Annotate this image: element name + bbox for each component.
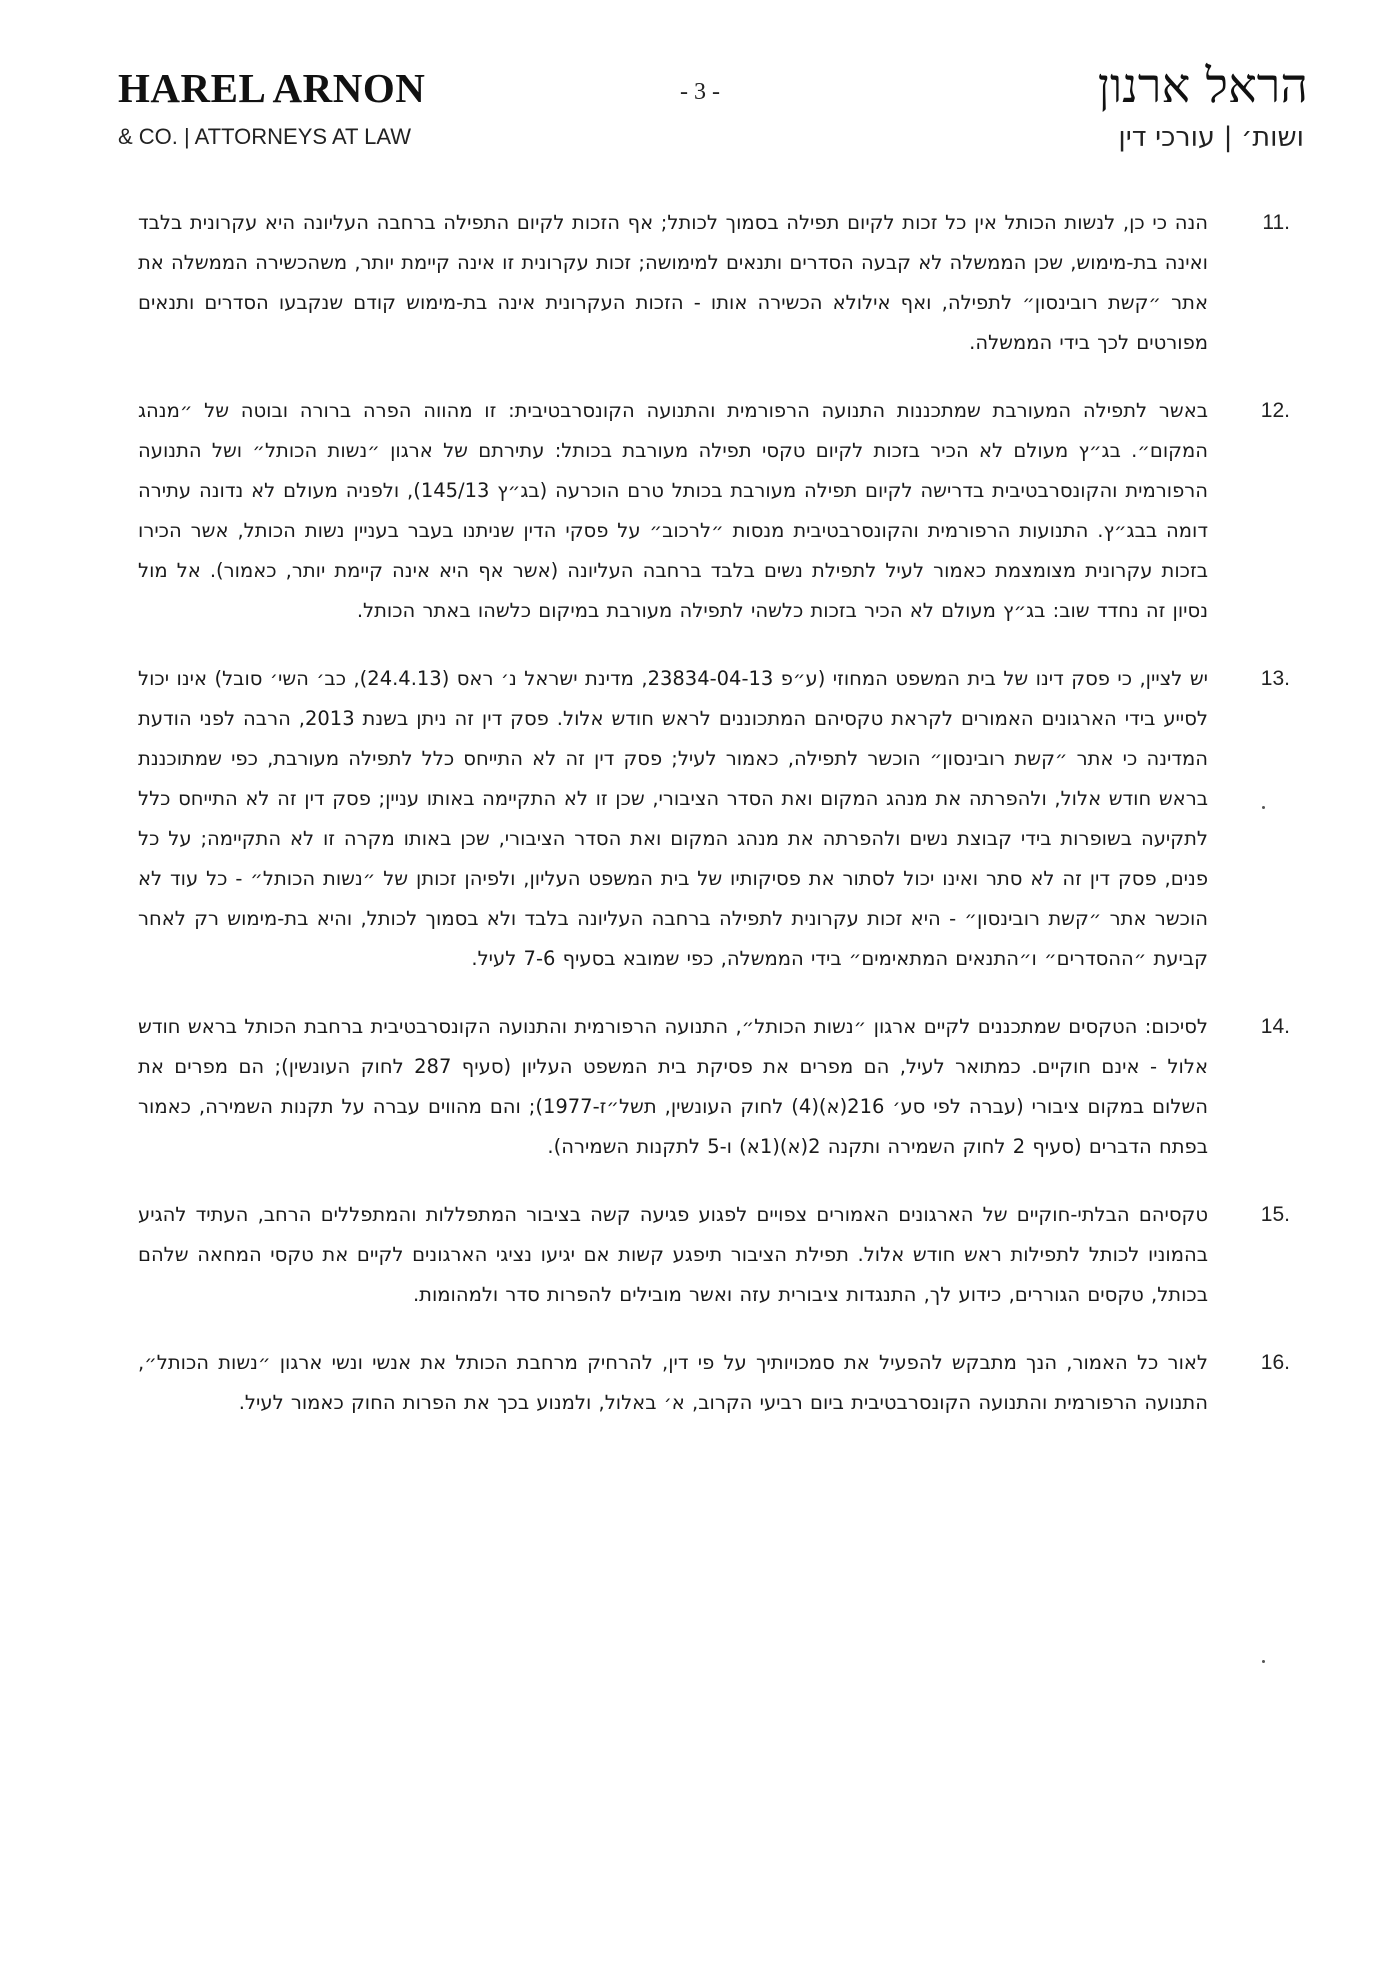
paragraph-14	[138, 1007, 1290, 1167]
page-number: - 3 -	[680, 79, 720, 105]
paragraph-15	[138, 1195, 1290, 1315]
paragraph-12	[138, 391, 1290, 631]
margin-mark	[1262, 1660, 1265, 1663]
paragraph-text: טקסיהם הבלתי-חוקיים של הארגונים האמורים צפויים לפגוע פגיעה קשה בציבור המתפללות והמתפללים הרחב, העתיד להגיע בהמוניו לכותל לתפילות ראש חודש אלול. תפילת הציבור תיפגע קשות אם יגיעו נציגי הארגונים לקיים את טקסי המחאה שלהם בכותל, טקסים הגוררים, כידוע לך, התנגדות ציבורית עזה ואשר מובילים להפרות סדר ולמהומות.	[138, 1203, 1208, 1306]
paragraph-text: הנה כי כן, לנשות הכותל אין כל זכות לקיום תפילה בסמוך לכותל; אף הזכות לקיום התפילה ברחבה העליונה היא עקרונית בלבד ואינה בת-מימוש, שכן הממשלה לא קבעה הסדרים ותנאים למימושה; זכות עקרונית זו אינה קיימת יותר, משהכשירה הממשלה את אתר ״קשת רובינסון״ לתפילה, ואף אילולא הכשירה אותו - הזכות העקרונית אינה בת-מימוש קודם שנקבעו הסדרים ותנאים מפורטים לכך בידי הממשלה.	[137, 211, 1208, 354]
firm-subtitle-english: & CO. | ATTORNEYS AT LAW	[118, 124, 412, 149]
paragraph-16	[138, 1343, 1290, 1423]
firm-subtitle-hebrew: ושות׳ | עורכי דין	[1118, 122, 1304, 153]
paragraph-text: יש לציין, כי פסק דינו של בית המשפט המחוזי (ע״פ 23834-04-13, מדינת ישראל נ׳ ראס (24.4.13), כב׳ השי׳ סובל) אינו יכול לסייע בידי הארגונים האמורים לקראת טקסיהם המתכוננים לראש חודש אלול. פסק דין זה ניתן בשנת 2013, הרבה לפני הודעת המדינה כי אתר ״קשת רובינסון״ הוכשר לתפילה, כאמור לעיל; פסק דין זה לא התייחס כלל לתפילה מעורבת, כפי שמתוכננת בראש חודש אלול, ולהפרתה את מנהג המקום ואת הסדר הציבורי, שכן זו לא התקיימה באותו עניין; פסק דין זה לא התייחס כלל לתקיעה בשופרות בידי קבוצת נשים ולהפרתה את מנהג המקום ואת הסדר הציבורי, שכן באותו מקרה זו לא התקיימה; על כל פנים, פסק דין זה לא סתר ואינו יכול לסתור את פסיקותיו של בית המשפט העליון, ולפיהן זכותן של ״נשות הכותל״ - כל עוד לא הוכשר אתר ״קשת רובינסון״ - היא זכות עקרונית לתפילה ברחבה העליונה בלבד ולא בסמוך לכותל, והיא בת-מימוש רק לאחר קביעת ״ההסדרים״ ו״התנאים המתאימים״ בידי הממשלה, כפי שמובא בסעיף 7-6 לעיל.	[138, 667, 1208, 970]
paragraph-number: 16.	[1260, 1351, 1290, 1374]
paragraph-text: באשר לתפילה המעורבת שמתכננות התנועה הרפורמית והתנועה הקונסרבטיבית: זו מהווה הפרה ברורה ובוטה של ״מנהג המקום״. בג״ץ מעולם לא הכיר בזכות לקיום טקסי תפילה מעורבת בכותל: עתירתם של ארגון ״נשות הכותל״ ושל התנועה הרפורמית והקונסרבטיבית בדרישה לקיום תפילה מעורבת בכותל טרם הוכרעה (בג״ץ 145/13), ולפניה מעולם לא נדונה עתירה דומה בבג״ץ. התנועות הרפורמית והקונסרבטיבית מנסות ״לרכוב״ על פסקי הדין שניתנו בעבר בעניין נשות הכותל, אשר הכירו בזכות עקרונית מצומצמת כאמור לעיל לתפילת נשים בלבד ברחבה העליונה (אשר אף היא אינה קיימת יותר, כאמור). אל מול נסיון זה נחדד שוב: בג״ץ מעולם לא הכיר בזכות כלשהי לתפילה מעורבת במיקום כלשהו באתר הכותל.	[138, 399, 1208, 622]
paragraph-number: 15.	[1260, 1203, 1290, 1226]
paragraph-13	[138, 659, 1290, 979]
paragraph-number: 11.	[1262, 211, 1290, 234]
paragraph-11	[137, 203, 1290, 363]
paragraph-text: לאור כל האמור, הנך מתבקש להפעיל את סמכויותיך על פי דין, להרחיק מרחבת הכותל את אנשי ונשי ארגון ״נשות הכותל״, התנועה הרפורמית והתנועה הקונסרבטיבית ביום רביעי הקרוב, א׳ באלול, ולמנוע בכך את הפרות החוק כאמור לעיל.	[138, 1351, 1208, 1414]
document-body	[137, 203, 1290, 1451]
paragraph-text: לסיכום: הטקסים שמתכננים לקיים ארגון ״נשות הכותל״, התנועה הרפורמית והתנועה הקונסרבטיבית ברחבת הכותל בראש חודש אלול - אינם חוקיים. כמתואר לעיל, הם מפרים את פסיקת בית המשפט העליון (סעיף 287 לחוק העונשין); הם מפרים את השלום במקום ציבורי (עברה לפי סע׳ 216(א)(4) לחוק העונשין, תשל״ז-1977); והם מהווים עברה על תקנות השמירה, כאמור בפתח הדברים (סעיף 2 לחוק השמירה ותקנה 2(א)(1א) ו-5 לתקנות השמירה).	[138, 1015, 1208, 1158]
margin-mark	[1262, 806, 1265, 809]
firm-name-english: HAREL ARNON	[118, 65, 426, 111]
paragraph-number: 14.	[1260, 1015, 1290, 1038]
paragraph-number: 12.	[1260, 399, 1290, 422]
firm-name-hebrew: הראל ארנון	[1097, 58, 1308, 114]
paragraph-number: 13.	[1260, 667, 1290, 690]
